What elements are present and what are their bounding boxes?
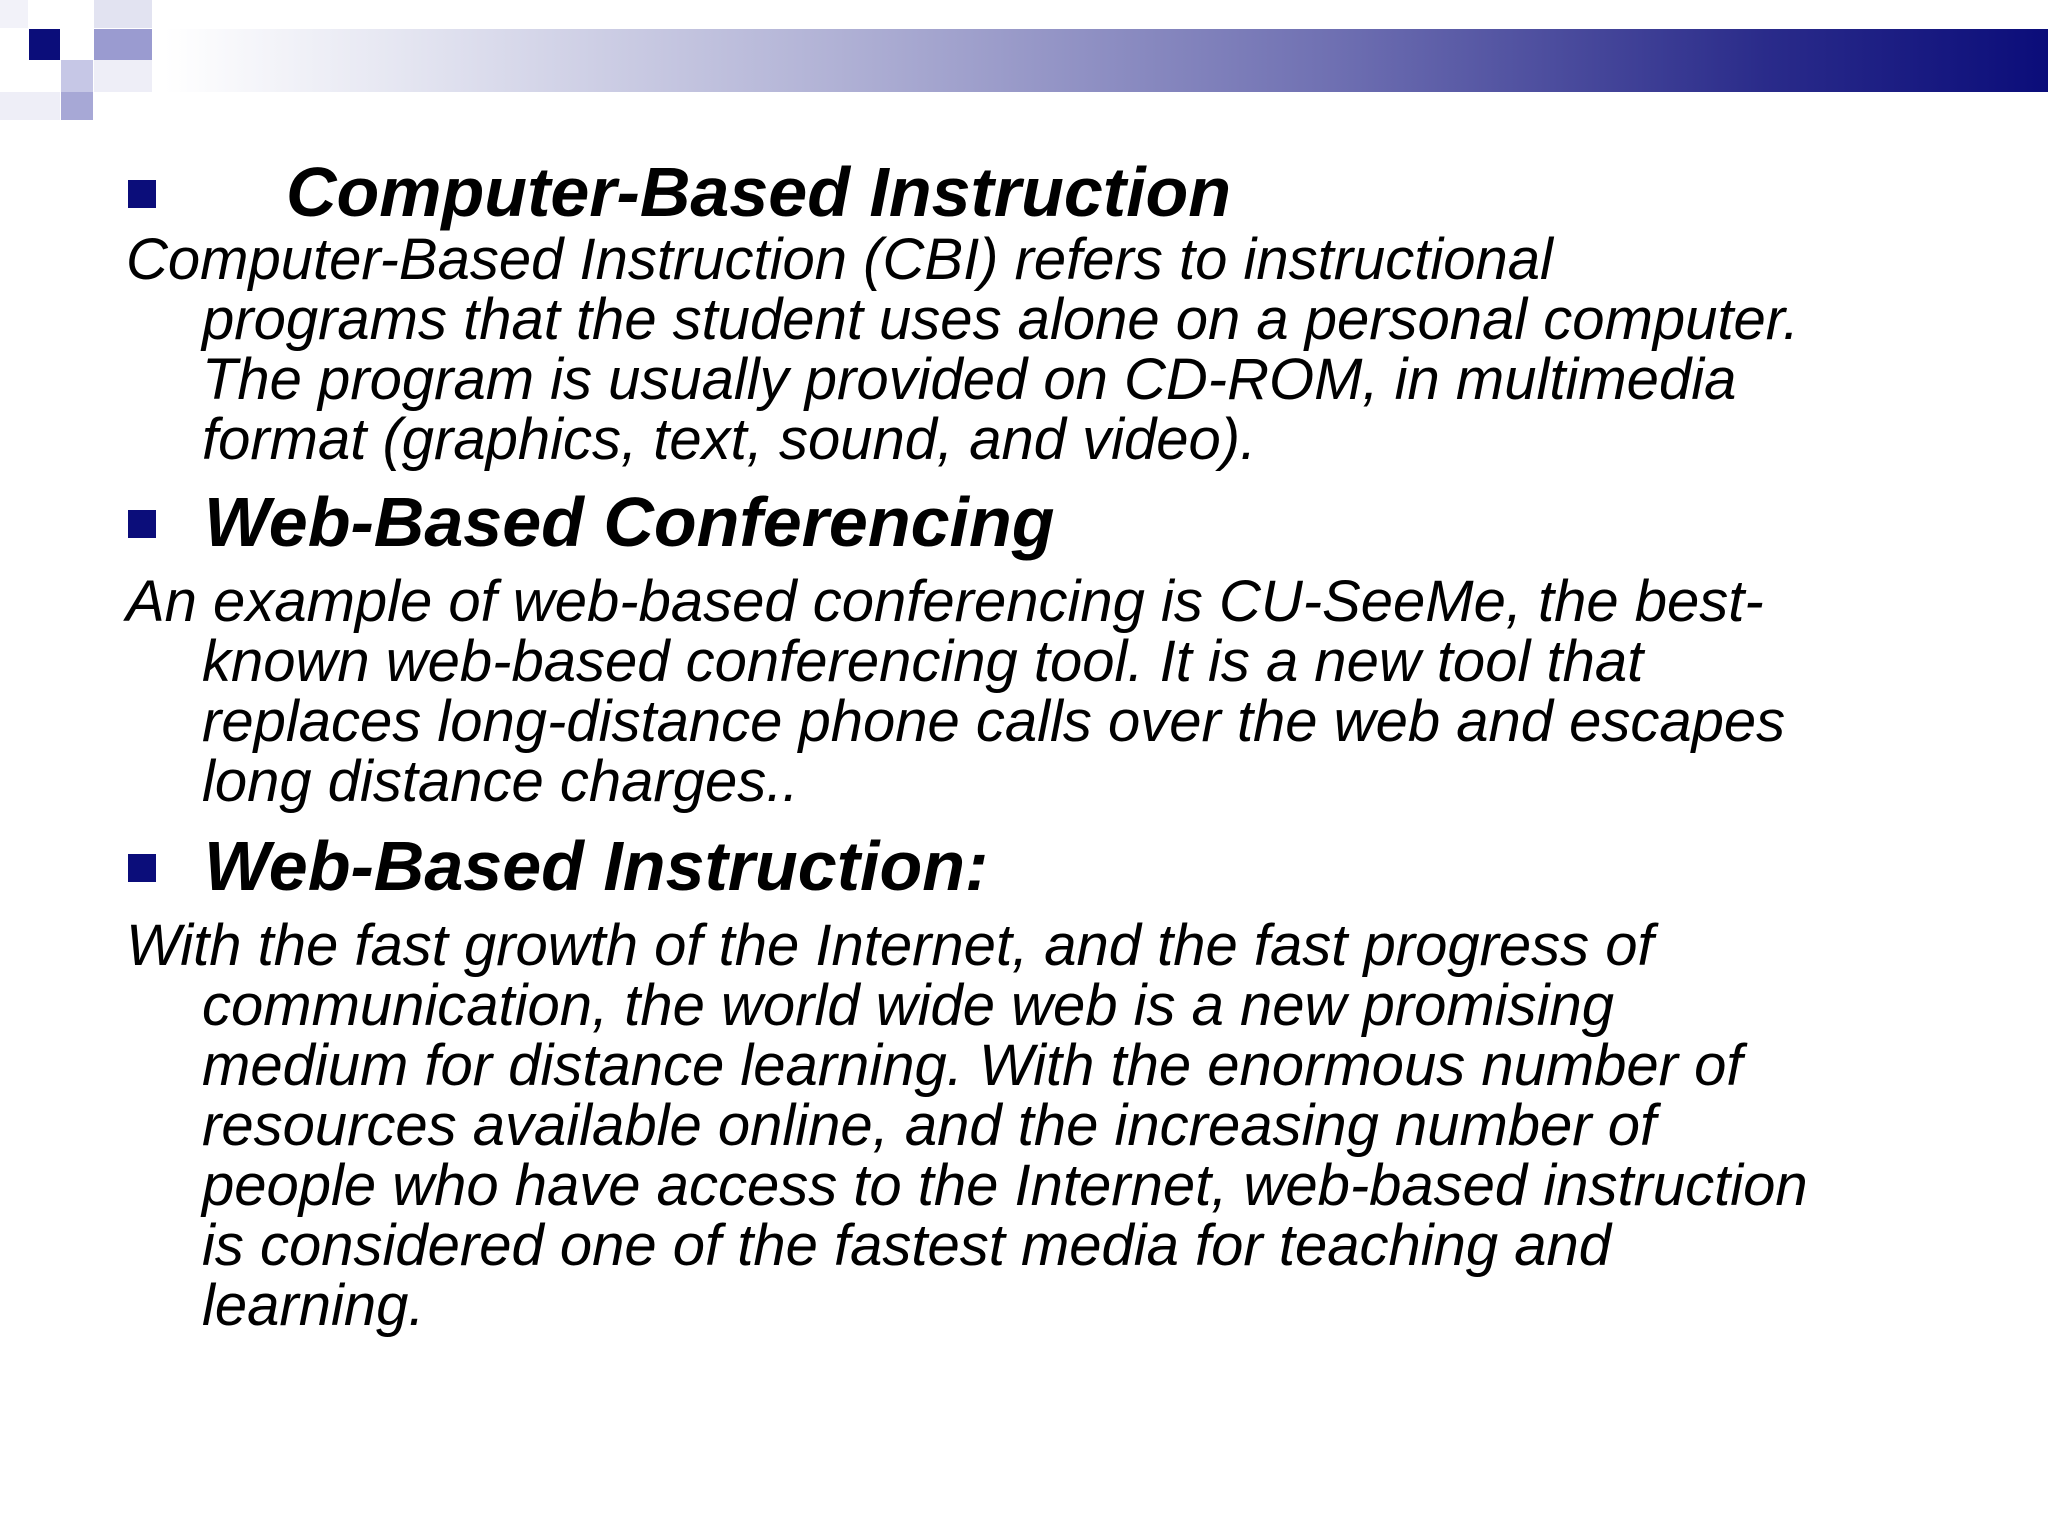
decor-square bbox=[0, 92, 60, 120]
section-heading-row bbox=[126, 150, 1986, 234]
paragraph-line: An example of web-based conferencing is CU-SeeMe, the best- bbox=[126, 569, 1764, 634]
section-heading: Computer-Based Instruction bbox=[286, 153, 1232, 231]
paragraph-line: programs that the student uses alone on a personal computer. bbox=[202, 287, 1800, 352]
square-bullet-icon bbox=[128, 854, 156, 882]
decor-square bbox=[61, 60, 93, 92]
header-gradient-band bbox=[165, 29, 2048, 92]
decor-square bbox=[94, 29, 152, 60]
section-paragraph bbox=[126, 913, 1986, 1338]
paragraph-line: known web-based conferencing tool. It is a new tool that bbox=[202, 629, 1644, 694]
paragraph-line: learning. bbox=[202, 1273, 425, 1338]
square-bullet-icon bbox=[128, 510, 156, 538]
paragraph-line: people who have access to the Internet, web-based instruction bbox=[202, 1153, 1808, 1218]
decor-square bbox=[0, 0, 28, 28]
paragraph-line: format (graphics, text, sound, and video). bbox=[202, 407, 1257, 472]
paragraph-line: communication, the world wide web is a new promising bbox=[202, 973, 1614, 1038]
paragraph-line: The program is usually provided on CD-ROM, in multimedia bbox=[202, 347, 1737, 412]
square-bullet-icon bbox=[128, 180, 156, 208]
section-paragraph bbox=[126, 569, 1986, 814]
section-heading-row bbox=[126, 824, 1986, 908]
section-paragraph bbox=[126, 227, 1986, 472]
paragraph-line: replaces long-distance phone calls over the web and escapes bbox=[202, 689, 1786, 754]
paragraph-line: long distance charges.. bbox=[202, 749, 799, 814]
slide-content bbox=[126, 150, 1986, 1336]
section-heading-row bbox=[126, 480, 1986, 564]
section-heading: Web-Based Conferencing bbox=[204, 483, 1055, 561]
paragraph-line: With the fast growth of the Internet, and the fast progress of bbox=[126, 913, 1654, 978]
paragraph-line: resources available online, and the increasing number of bbox=[202, 1093, 1657, 1158]
decor-square bbox=[94, 0, 152, 28]
decor-square bbox=[94, 60, 152, 92]
paragraph-line: medium for distance learning. With the enormous number of bbox=[202, 1033, 1743, 1098]
paragraph-line: Computer-Based Instruction (CBI) refers to instructional bbox=[126, 227, 1553, 292]
decor-square bbox=[29, 29, 60, 60]
decor-square bbox=[61, 92, 93, 120]
paragraph-line: is considered one of the fastest media for teaching and bbox=[202, 1213, 1611, 1278]
section-heading: Web-Based Instruction: bbox=[204, 827, 989, 905]
